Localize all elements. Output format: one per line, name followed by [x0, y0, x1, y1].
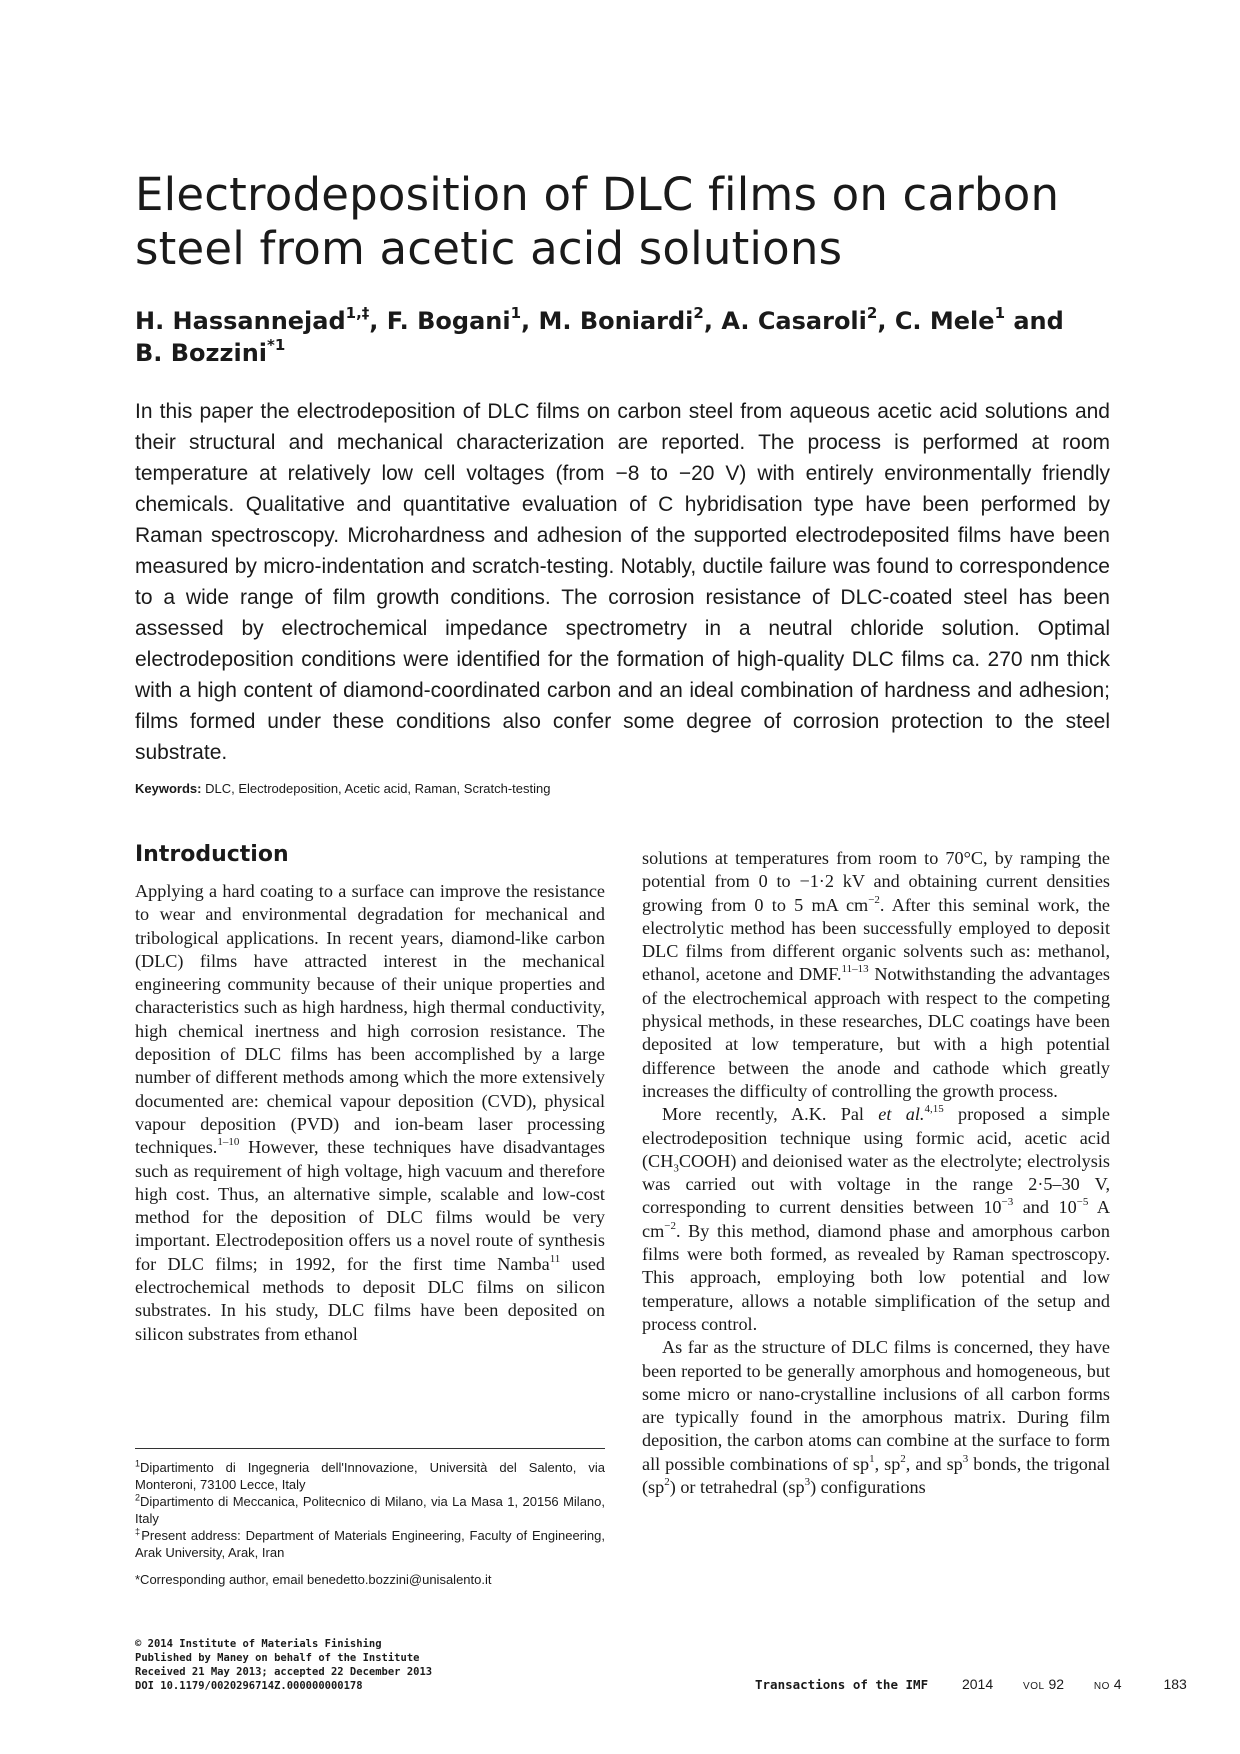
issue-label: NO: [1093, 1681, 1110, 1692]
right-column: [642, 847, 1110, 1499]
affiliation-1: $^1$Dipartimento di Ingegneria dell'Innovazione, Università del Salento, via Monteroni, 73100 Lecce, Italy: [135, 1458, 605, 1492]
author: F. Bogani$^1$,: [386, 304, 539, 335]
citation: 1–10: [217, 1136, 240, 1149]
volume-number: 92: [1048, 1676, 1065, 1692]
affiliation-2: $^2$Dipartimento di Meccanica, Politecnico di Milano, via La Masa 1, 20156 Milano, Italy: [135, 1492, 605, 1526]
publication-info: [135, 1637, 635, 1693]
intro-paragraph-1: Applying a hard coating to a surface can improve the resistance to wear and environmental degradation for mechanical and tribological applications. In recent years, diamond-like carbon (DLC) films have attracted interest in the mechanical engineering community because of their unique properties and characteristics such as high hardness, high thermal conductivity, high chemical inertness and high corrosion resistance. The deposition of DLC films has been accomplished by a large number of different methods among which the more extensively documented are: chemical vapour deposition (CVD), physical vapour deposition (PVD) and ion-beam laser processing techniques.$^{1-10}$ However, these techniques have disadvantages such as requirement of high voltage, high vacuum and therefore high cost. Thus, an alternative simple, scalable and low-cost method for the deposition of DLC films would be very important. Electrodeposition offers us a novel route of synthesis for DLC films; in 1992, for the first time Namba$^{11}$ used electrochemical methods to deposit DLC films on silicon substrates. In his study, DLC films have been deposited on silicon substrates from ethanol: [135, 881, 605, 1344]
intro-paragraph-3: As far as the structure of DLC films is concerned, they have been reported to be generally amorphous and homogeneous, but some micro or nano-crystalline inclusions of all carbon forms are typically found in the amorphous matrix. During film deposition, the carbon atoms can combine at the surface to form all possible combinations of $sp^1$, $sp^2$, and $sp^3$ bonds, the trigonal $(sp^2)$ or tetrahedral $(sp^3)$ configurations: [642, 1337, 1111, 1498]
citation: 11: [549, 1252, 561, 1265]
keywords: [135, 780, 1110, 798]
author: B. Bozzini$^{*1}$: [135, 336, 286, 367]
received-line: Received 21 May 2013; accepted 22 December 2013: [135, 1666, 433, 1678]
article-title: Electrodeposition of DLC films on carbon steel from acetic acid solutions: [135, 168, 1060, 275]
intro-paragraph-2: More recently, A.K. Pal et al.$^{4,15}$ proposed a simple electrodeposition technique using formic acid, acetic acid $(CH_3COOH)$ and deionised water as the electrolyte; electrolysis was carried out with voltage in the range 2·5–30 V, corresponding to current densities between $10^{-3}$ and $10^{-5}$ A $cm^{-2}$. By this method, diamond phase and amorphous carbon films were both formed, as revealed by Raman spectroscopy. This approach, employing both low potential and low temperature, allows a notable simplification of the setup and process control.: [642, 1103, 1111, 1334]
journal-year: 2014: [961, 1676, 994, 1692]
author: H. Hassannejad$^{1,\ddagger}$,: [135, 304, 387, 335]
author: M. Boniardi$^2$,: [538, 304, 722, 335]
volume-label: VOL: [1023, 1681, 1045, 1692]
citation: 4,15: [924, 1103, 944, 1116]
introduction-heading: Introduction: [135, 842, 289, 867]
publisher-line: Published by Maney on behalf of the Institute: [135, 1652, 420, 1664]
issue-number: 4: [1113, 1676, 1122, 1692]
abstract: In this paper the electrodeposition of DLC films on carbon steel from aqueous acetic acid solutions and their structural and mechanical characterization are reported. The process is performed at room temperature at relatively low cell voltages (from −8 to −20 V) with entirely environmentally friendly chemicals. Qualitative and quantitative evaluation of C hybridisation type have been performed by Raman spectroscopy. Microhardness and adhesion of the supported electrodeposited films have been measured by micro-indentation and scratch-testing. Notably, ductile failure was found to correspondence to a wide range of film growth conditions. The corrosion resistance of DLC-coated steel has been assessed by electrochemical impedance spectrometry in a neutral chloride solution. Optimal electrodeposition conditions were identified for the formation of high-quality DLC films ca. 270 nm thick with a high content of diamond-coordinated carbon and an ideal combination of hardness and adhesion; films formed under these conditions also confer some degree of corrosion protection to the steel substrate.: [135, 400, 1110, 764]
page-number: 183: [1163, 1676, 1187, 1692]
author-list: [135, 305, 1135, 369]
author: C. Mele$^1$ and: [894, 304, 1064, 335]
keywords-label: Keywords:: [135, 781, 202, 796]
journal-footer: [755, 1675, 1187, 1696]
corresponding-author: *Corresponding author, email benedetto.bozzini@unisalento.it: [135, 1572, 492, 1587]
citation: 11–13: [841, 963, 869, 976]
journal-name: Transactions of the IMF: [755, 1677, 929, 1692]
copyright-line: © 2014 Institute of Materials Finishing: [135, 1638, 382, 1650]
author: A. Casaroli$^2$,: [721, 304, 895, 335]
keywords-list: DLC, Electrodeposition, Acetic acid, Raman, Scratch-testing: [205, 781, 551, 796]
present-address: ‡Present address: Department of Materials Engineering, Faculty of Engineering, Arak University, Arak, Iran: [135, 1526, 605, 1560]
intro-paragraph-1-cont: solutions at temperatures from room to 70°C, by ramping the potential from 0 to −1·2 kV and obtaining current densities growing from 0 to 5 mA $cm^{-2}$. After this seminal work, the electrolytic method has been successfully employed to deposit DLC films from different organic solvents such as: methanol, ethanol, acetone and DMF.$^{11-13}$ Notwithstanding the advantages of the electrochemical approach with respect to the competing physical methods, in these researches, DLC coatings have been deposited at low temperature, but with a high potential difference between the anode and cathode which greatly increases the difficulty of controlling the growth process.: [642, 848, 1110, 1101]
footnotes: [135, 1448, 605, 1588]
doi-line: DOI 10.1179/0020296714Z.000000000178: [135, 1680, 363, 1692]
left-column: [135, 840, 605, 1346]
